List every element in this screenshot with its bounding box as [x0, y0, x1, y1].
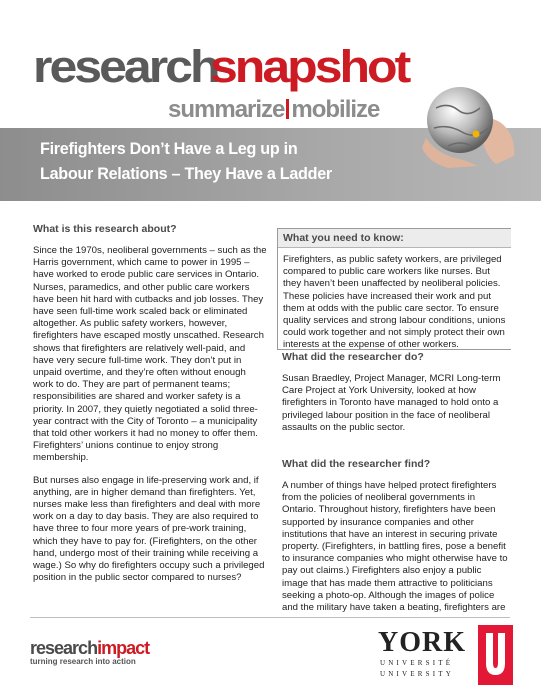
heading-need-to-know: What you need to know: — [283, 232, 404, 244]
heading-researcher-find: What did the researcher find? — [282, 458, 431, 470]
ri-impact-word: impact — [97, 638, 150, 658]
ri-tagline: turning research into action — [30, 657, 136, 666]
need-to-know-box — [277, 228, 511, 350]
york-university-logo — [378, 625, 513, 685]
footer-divider — [30, 617, 510, 618]
researcher-do-body: Susan Braedley, Project Manager, MCRI Long-term Care Project at York University, looked at how firefighters in Toronto have managed to hold onto a privileged labour position in the face of neoliberal assaults on the public sector. — [282, 373, 501, 433]
brand-snapshot-word: snapshot — [210, 41, 409, 92]
left-column — [33, 223, 268, 584]
heading-about: What is this research about? — [33, 223, 177, 235]
tagline-mobilize: mobilize — [291, 96, 380, 123]
title-line-2: Labour Relations – They Have a Ladder — [40, 164, 332, 183]
need-to-know-body: Firefighters, as public safety workers, are privileged compared to public care workers like nurses. But they haven’t been unaffected by neoliberal policies. These policies have increased their work and put them at odds with the public care sector. To ensure quality services and strong labour conditions, unions could work together and not simply protect their own interests at the expense of other workers. — [283, 254, 506, 351]
need-to-know-header — [278, 229, 511, 248]
brand-research-word: research — [33, 41, 218, 92]
york-university: UNIVERSITY — [380, 670, 454, 678]
globe-in-hand-icon — [418, 78, 518, 168]
research-impact-logo — [30, 638, 149, 666]
york-universite: UNIVERSITÉ — [380, 659, 454, 667]
section-researcher-do — [282, 351, 510, 434]
about-paragraph-2: But nurses also engage in life-preserving work and, if anything, are in higher demand than firefighters. Yet, nurses make less than firefighters and deal with more work on a day to day basis. They are also required to have three to four more years of pre-work training, which they have to pay for. (Firefighters, on the other hand, undergo most of their training while receiving a wage.) So why do firefighters occupy such a privileged position in the public sector compared to nurses? — [33, 474, 265, 584]
title-line-1: Firefighters Don’t Have a Leg up in — [40, 139, 298, 158]
york-u-logo-icon — [478, 625, 513, 685]
tagline — [168, 98, 379, 122]
section-researcher-find — [282, 458, 510, 614]
header — [0, 0, 541, 215]
york-wordmark: YORK — [378, 627, 466, 658]
ri-research-word: research — [30, 638, 98, 658]
heading-researcher-do: What did the researcher do? — [282, 351, 424, 363]
about-paragraph-1: Since the 1970s, neoliberal governments – such as the Harris government, which came to power in 1995 – have worked to erode public care services in Ontario. Nurses, paramedics, and other public care workers have been hit hard with cutbacks and job losses. They have seen full-time work scaled back or eliminated altogether. As public safety workers, however, firefighters have escaped mostly unscathed. Research shows that firefighters are relatively well-paid, and have very secure full-time work. They don’t put in unpaid overtime, and they’re often without enough work to do. They are part of permanent teams; responsibilities are shared and worker safety is a priority. In 2007, they quietly negotiated a solid three-year contract with the City of Toronto – a municipality that told other workers it had no money to offer them. Firefighters’ unions continue to enjoy strong membership. — [33, 245, 267, 464]
tagline-summarize: summarize — [168, 96, 285, 123]
researcher-find-body: A number of things have helped protect firefighters from the policies of neoliberal governments in Ontario. Throughout history, firefighters have been supported by insurance companies and other institutions that have an interest in securing private property. (Firefighters, in battling fires, pose a benefit to insurance companies who might otherwise have to pay out claims.) Firefighters also enjoy a public image that has made them attractive to politicians seeking a photo-op. Although the images of police and the military have taken a beating, firefighters are — [282, 480, 508, 614]
tagline-separator — [286, 99, 289, 119]
